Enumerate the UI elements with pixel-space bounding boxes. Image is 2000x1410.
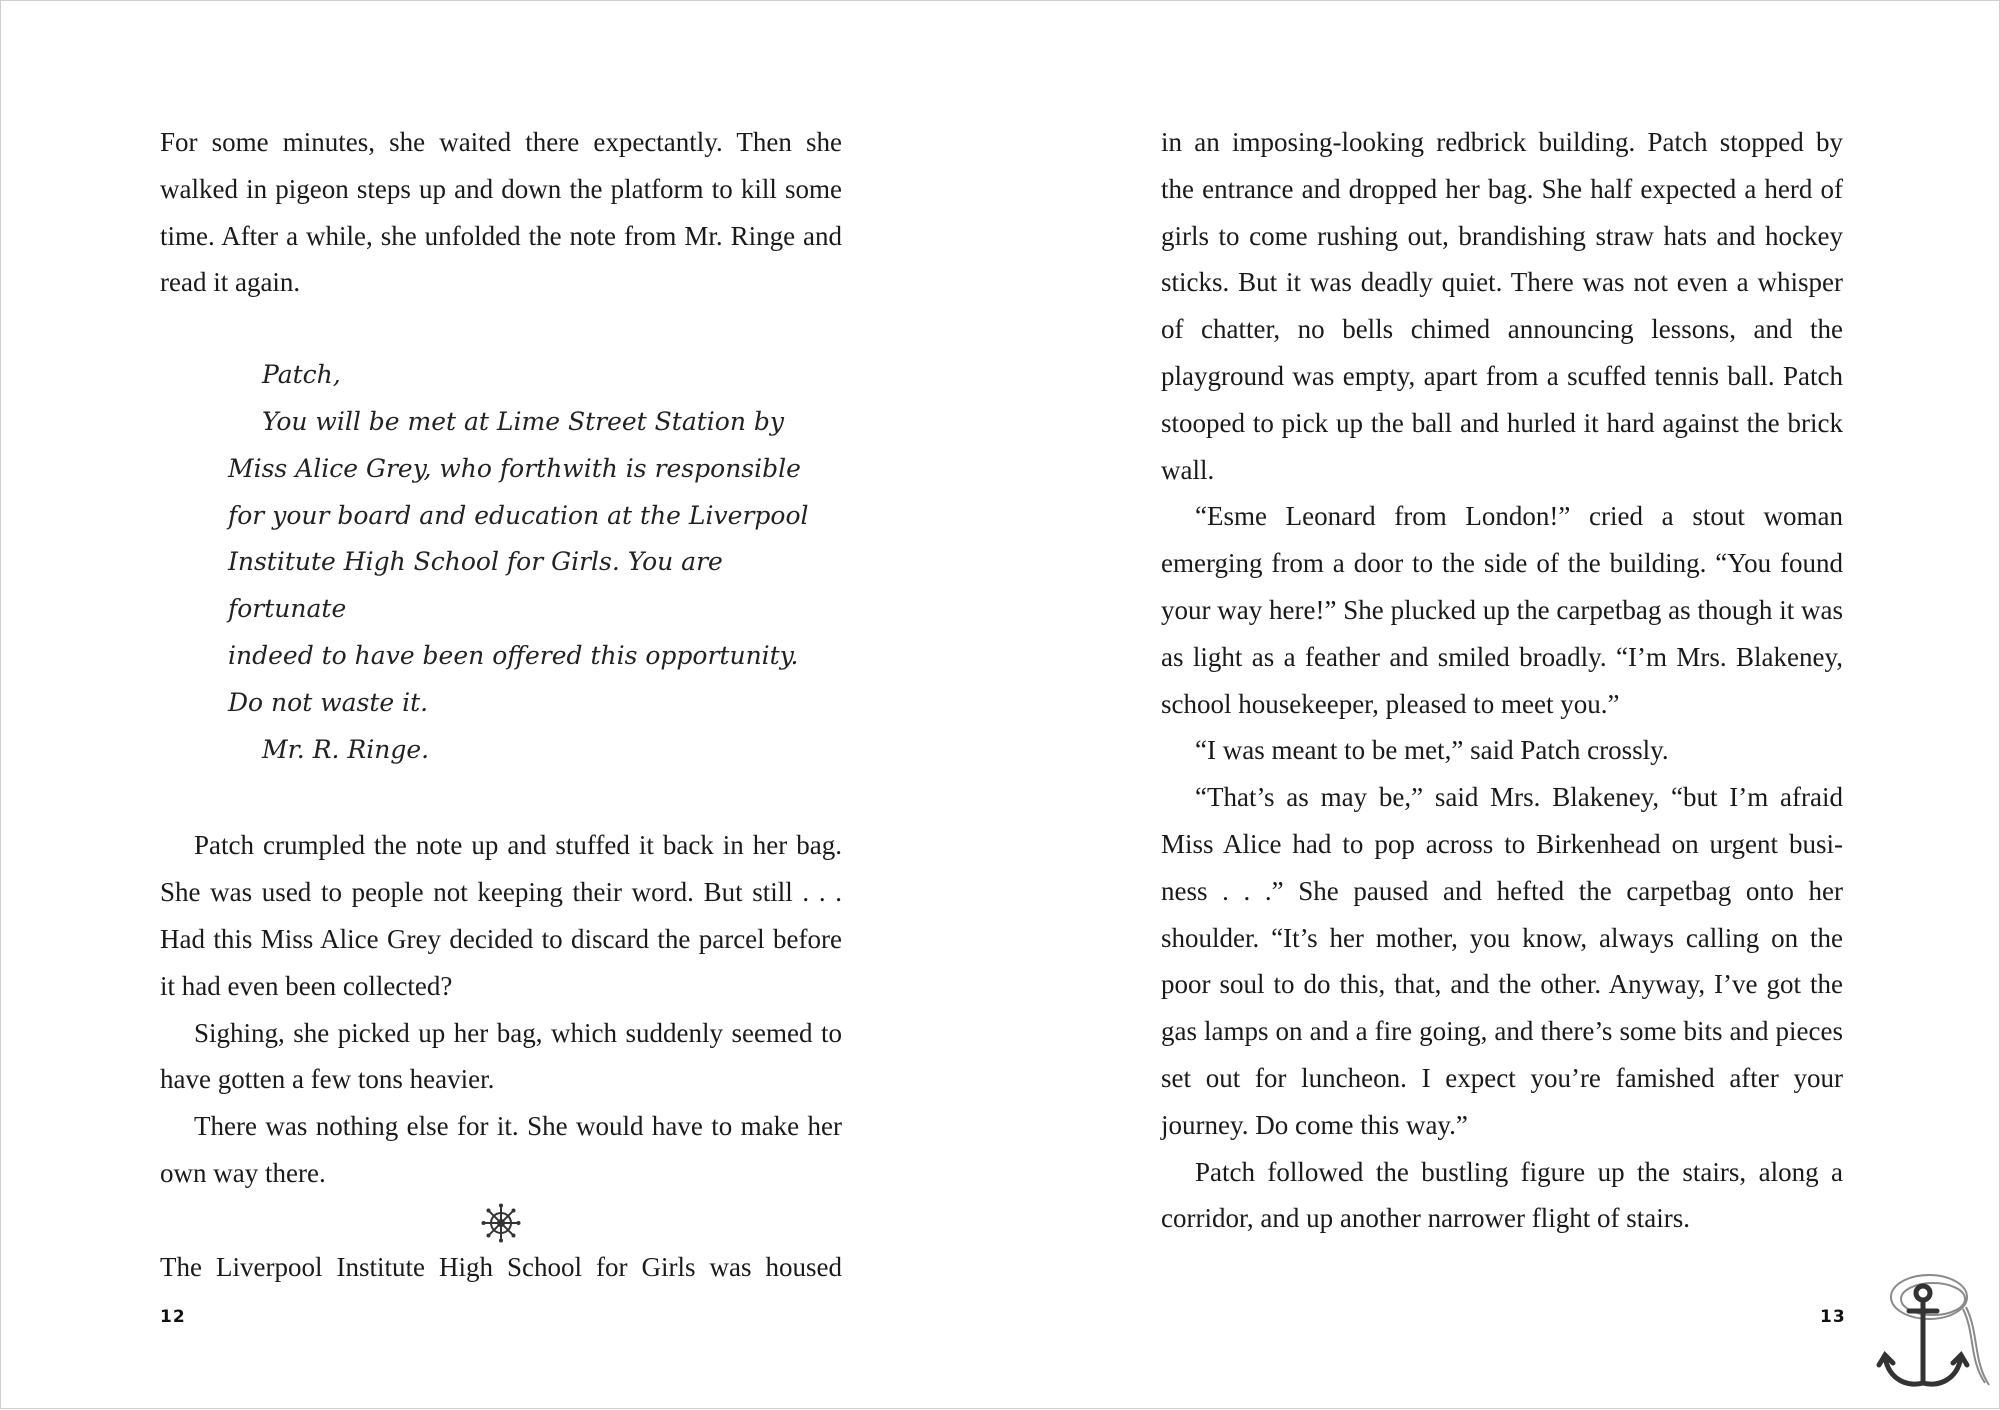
paragraph: Patch crumpled the note up and stuffed it back in her bag. She was used to people not keeping their word. But still . . . Had this Miss Alice Grey decided to discard the parcel before it had even been collected? <box>160 830 842 1001</box>
right-page-text <box>1161 119 1843 1242</box>
paragraph: “Esme Leonard from London!” cried a stout woman emerging from a door to the side of the building. “You found your way here!” She plucked up the carpetbag as though it was as light as a feather and smiled broadly. “I’m Mrs. Blakeney, school housekeeper, pleased to meet you.” <box>1161 501 1843 719</box>
paragraph: “That’s as may be,” said Mrs. Blakeney, “but I’m afraid Miss Alice had to pop across to Birkenhead on urgent busi-ness . . .” She paused and hefted the carpetbag onto her shoulder. “It’s her mother, you know, always calling on the poor soul to do this, that, and the other. Anyway, I’ve got the gas lamps on and a fire going, and there’s some bits and pieces set out for luncheon. I expect you’re famished after your journey. Do come this way.” <box>1161 782 1843 1140</box>
note-line: for your board and education at the Liverpool <box>228 500 809 530</box>
note-line: Do not waste it. <box>228 687 429 717</box>
handwritten-note <box>228 352 842 773</box>
paragraph: in an imposing-looking redbrick building. Patch stopped by the entrance and dropped her bag. She half expected a herd of girls to come rushing out, brandishing straw hats and hockey sticks. But it was deadly quiet. There was not even a whisper of chatter, no bells chimed announcing lessons, and the playground was empty, apart from a scuffed tennis ball. Patch stooped to pick up the ball and hurled it hard against the brick wall. <box>1161 127 1843 485</box>
paragraph: There was nothing else for it. She would have to make her own way there. <box>160 1111 842 1188</box>
paragraph: The Liverpool Institute High School for Girls was housed <box>160 1251 842 1282</box>
paragraph: Patch followed the bustling figure up the stairs, along a corridor, and up another narrower flight of stairs. <box>1161 1156 1843 1234</box>
right-page <box>1001 1 2000 1410</box>
paragraph: Sighing, she picked up her bag, which suddenly seemed to have gotten a few tons heavier. <box>160 1017 842 1095</box>
note-line: Miss Alice Grey, who forthwith is responsible <box>228 453 801 483</box>
note-signature: Mr. R. Ringe. <box>262 734 430 764</box>
note-line: You will be met at Lime Street Station by <box>262 406 784 436</box>
anchor-rope-icon <box>1871 1263 1991 1403</box>
note-line: Institute High School for Girls. You are fortunate <box>228 547 723 624</box>
note-line: indeed to have been offered this opportunity. <box>228 640 799 670</box>
section-break <box>160 1197 842 1244</box>
page-number: 12 <box>160 1307 186 1327</box>
paragraph: “I was meant to be met,” said Patch crossly. <box>1195 735 1669 766</box>
left-page <box>1 1 1001 1410</box>
note-salutation: Patch, <box>262 360 341 390</box>
page-number: 13 <box>1820 1307 1846 1327</box>
paragraph: For some minutes, she waited there expectantly. Then she walked in pigeon steps up and down the platform to kill some time. After a while, she unfolded the note from Mr. Ringe and read it again. <box>160 127 842 298</box>
left-page-text <box>160 119 842 1290</box>
ships-wheel-icon <box>481 1203 521 1243</box>
